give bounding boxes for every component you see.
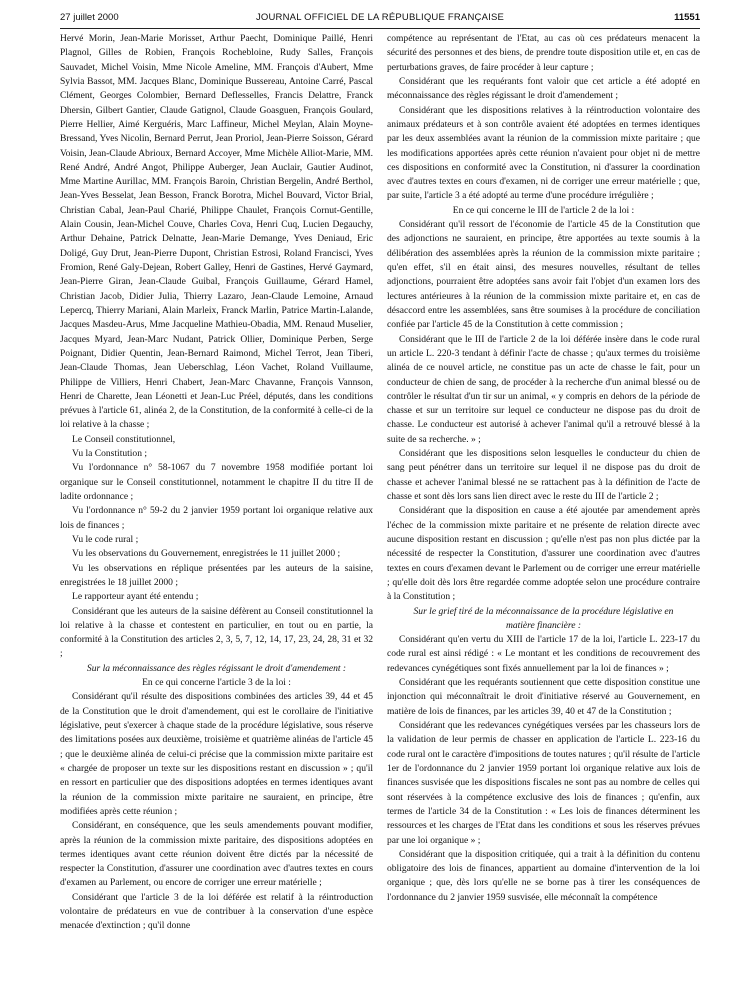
paragraph-vu-ordonnance-1959: Vu l'ordonnance n° 59-2 du 2 janvier 1959 portant loi organique relative aux lois de finances ; xyxy=(60,505,373,531)
paragraph-considerant: Considérant qu'en vertu du XIII de l'article 17 de la loi, l'article L. 223-17 du code rural est ainsi rédigé : « Le montant et les conditions de recouvrement des redevances cynégétiques sont fixés annuellement par la loi de finances » ; xyxy=(387,634,700,674)
page-header xyxy=(60,10,700,26)
header-page-number: 11551 xyxy=(674,12,700,23)
paragraph-considerant: Considérant que l'article 3 de la loi déférée est relatif à la réintroduction volontaire de prédateurs en vue de contribuer à la conservation d'une espèce menacée d'extinction ; qu'il donne xyxy=(60,891,373,932)
header-journal-title: JOURNAL OFFICIEL DE LA RÉPUBLIQUE FRANÇAISE xyxy=(255,12,505,23)
paragraph-considerant: Considérant, en conséquence, que les seuls amendements pouvant modifier, après la réunion de la commission mixte paritaire, des dispositions adoptées en termes identiques avant cette réunion doivent être dictés par la nécessité de respecter la Constitution, d'assurer une coordination avec d'autres textes en cours d'examen au Parlement, ou encore de corriger une erreur matérielle ; xyxy=(60,820,373,889)
paragraph-vu-observations-replique: Vu les observations en réplique présentées par les auteurs de la saisine, enregistrées le 18 juillet 2000 ; xyxy=(60,562,373,588)
paragraph-vu-code-rural: Vu le code rural ; xyxy=(72,533,139,545)
right-column xyxy=(387,32,700,982)
section-heading: Sur la méconnaissance des règles régissant le droit d'amendement : xyxy=(86,662,347,674)
paragraph-considerant: Considérant que les redevances cynégétiques versées par les chasseurs lors de la validation de leur permis de chasser en application de l'article L. 223-16 du code rural ont le caractère d'impositions de toutes natures ; qu'il résulte de l'article 1er de l'ordonnance du 2 janvier 1959 portant loi organique relative aux lois de finances susvisée que les dispositions fiscales ne sont pas au nombre de celles qui sont réservées à la compétence exclusive des lois de finances ; qu'enfin, aux termes de l'article 34 de la Constitution : « Les lois de finances déterminent les ressources et les charges de l'Etat dans les conditions et sous les réserves prévues par une loi organique » ; xyxy=(387,720,700,846)
paragraph-considerant: Considérant que les dispositions relatives à la réintroduction volontaire des animaux prédateurs et à son contrôle avaient été adoptées en termes identiques par les deux assemblées avant la réunion de la commission mixte paritaire ; que les modifications apportées après cette réunion n'avaient pour objet ni de mettre ces dispositions en conformité avec la Constitution, ni d'assurer la coordination avec d'autres textes en cours d'examen, ni de corriger une erreur matérielle ; que, par suite, l'article 3 a été adopté au terme d'une procédure irrégulière ; xyxy=(387,104,700,202)
paragraph-considerant: Considérant qu'il résulte des dispositions combinées des articles 39, 44 et 45 de la Constitution que le droit d'amendement, qui est le corollaire de l'initiative législative, peut s'exercer à chaque stade de la procédure législative, sous réserve des limitations posées aux deuxième, troisième et quatrième alinéas de l'article 45 ; que le deuxième alinéa de celui-ci précise que la commission mixte paritaire est « chargée de proposer un texte sur les dispositions restant en discussion » ; qu'il en ressort en particulier que des dispositions adoptées en termes identiques avant la réunion de la commission mixte paritaire ne sauraient, en principe, être modifiées après cette réunion ; xyxy=(60,691,373,817)
subsection-heading: En ce qui concerne le III de l'article 2 de la loi : xyxy=(452,204,635,216)
paragraph-considerant: Considérant que les requérants soutiennent que cette disposition constitue une injonction qui méconnaîtrait le droit d'initiative réservé au Gouvernement, en matière de lois de finances, par les articles 39, 40 et 47 de la Constitution ; xyxy=(387,677,700,717)
paragraph-vu-constitution: Vu la Constitution ; xyxy=(72,448,148,460)
paragraph-considerant: Considérant qu'il ressort de l'économie de l'article 45 de la Constitution que des adjonctions ne sauraient, en principe, être apportées au texte soumis à la délibération des assemblées après la réunion de la commission mixte paritaire ; qu'en effet, s'il en était ainsi, des mesures nouvelles, résultant de telles adjonctions, pourraient être adoptées sans avoir fait l'objet d'un examen lors des lectures antérieures à la réunion de la commission mixte paritaire et, en cas de désaccord entre les assemblées, sans être soumises à la procédure de conciliation confiée par l'article 45 de la Constitution à cette commission ; xyxy=(387,219,700,331)
paragraph-continuation: compétence au représentant de l'Etat, au cas où ces prédateurs menacent la sécurité des personnes et des biens, de prendre toute disposition utile et, en cas de perturbations graves, de faire procéder à leur capture ; xyxy=(387,33,700,73)
deputies-list: Hervé Morin, Jean-Marie Morisset, Arthur Paecht, Dominique Paillé, Henri Plagnol, Gilles de Robien, François Rochebloine, Rudy Salles, François Sauvadet, Michel Voisin, Mme Nicole Ameline, MM. François d'Aubert, Mme Sylvia Bassot, MM. Jacques Blanc, Dominique Bussereau, Antoine Carré, Pascal Clément, Georges Colombier, Bernard Deflesselles, Francis Delattre, Franck Dhersin, Gilbert Gantier, Claude Gatignol, Claude Goasguen, François Goulard, Pierre Hellier, Aimé Kerguéris, Marc Laffineur, Michel Meylan, Alain Moyne-Bressand, Yves Nicolin, Bernard Perrut, Jean Proriol, Jean-Pierre Soisson, Gérard Voisin, Jean-Claude Abrioux, Bernard Accoyer, Mme Michèle Alliot-Marie, MM. René André, André Angot, Philippe Auberger, Jean Auclair, Gautier Audinot, Mme Martine Aurillac, MM. François Baroin, Christian Bergelin, André Berthol, Jean-Yves Besselat, Jean Besson, Franck Borotra, Michel Bouvard, Victor Brial, Christian Cabal, Jean-Paul Charié, Philippe Chaulet, François Cornut-Gentille, Alain Cousin, Jean-Michel Couve, Charles Cova, Henri Cuq, Lucien Degauchy, Arthur Dehaine, Patrick Delnatte, Jean-Marie Demange, Yves Deniaud, Eric Doligé, Guy Drut, Jean-Pierre Dupont, Christian Estrosi, Roland Francisci, Yves Fromion, René Galy-Dejean, Robert Galley, Henri de Gastines, Hervé Gaymard, Jean-Pierre Giran, Jean-Claude Guibal, François Guillaume, Gérard Hamel, Christian Jacob, Didier Julia, Thierry Lazaro, Jean-Claude Lemoine, Arnaud Lepercq, Thierry Mariani, Alain Marleix, Franck Marlin, Patrice Martin-Lalande, Jacques Masdeu-Arus, Mme Jacqueline Mathieu-Obadia, MM. Renaud Muselier, Jacques Myard, Jean-Marc Nudant, Patrick Ollier, Dominique Perben, Serge Poignant, Didier Quentin, Jean-Bernard Raimond, Michel Terrot, Jean Tiberi, Jean-Claude Thomas, Jean Ueberschlag, Léon Vachet, Roland Vuillaume, Philippe de Villiers, Henri Chabert, Jean-Marc Chavanne, François Vannson, Henri de Charette, Jean Léonetti et Jean-Luc Préel, députés, dans les conditions prévues à l'article 61, alinéa 2, de la Constitution, de la conformité à celle-ci de la loi relative à la chasse ; xyxy=(60,33,373,431)
paragraph-rapporteur: Le rapporteur ayant été entendu ; xyxy=(72,591,199,603)
paragraph-vu-observations-gouvernement: Vu les observations du Gouvernement, enregistrées le 11 juillet 2000 ; xyxy=(72,548,341,560)
section-heading: Sur le grief tiré de la méconnaissance de la procédure législative en matière financière : xyxy=(413,605,674,631)
paragraph-considerant: Considérant que le III de l'article 2 de la loi déférée insère dans le code rural un article L. 220-3 tendant à définir l'acte de chasse ; qu'aux termes du troisième alinéa de ce nouvel article, ne constitue pas un acte de chasse le fait, pour un conducteur de chien de sang, de procéder à la recherche d'un animal blessé ou de contrôler le résultat d'un tir sur un animal, « y compris en dehors de la période de chasse et sur un territoire sur lequel ce conducteur ne dispose pas du droit de chasse. Le conducteur est autorisé à achever l'animal qu'il a retrouvé blessé à la suite de sa recherche. » ; xyxy=(387,333,700,445)
subsection-heading: En ce qui concerne l'article 3 de la loi : xyxy=(142,677,291,689)
paragraph-considerant: Considérant que les requérants font valoir que cet article a été adopté en méconnaissance des règles régissant le droit d'amendement ; xyxy=(387,75,700,102)
header-date: 27 juillet 2000 xyxy=(60,12,119,23)
left-column xyxy=(60,32,373,982)
paragraph-considerant: Considérant que les dispositions selon lesquelles le conducteur du chien de sang peut pénétrer dans un territoire sur lequel il ne dispose pas du droit de chasse et achever l'animal blessé ne se rattachent pas à la définition de l'acte de chasse et sont dès lors sans lien direct avec le reste du III de l'article 2 ; xyxy=(387,448,700,502)
paragraph-considerant: Considérant que la disposition critiquée, qui a trait à la définition du contenu obligatoire des lois de finances, appartient au domaine d'intervention de la loi organique ; que, dès lors qu'elle ne se borne pas à tirer les conséquences de l'ordonnance du 2 janvier 1959 susvisée, elle méconnaît la compétence xyxy=(387,848,700,903)
paragraph-vu-ordonnance-1958: Vu l'ordonnance n° 58-1067 du 7 novembre 1958 modifiée portant loi organique sur le Conseil constitutionnel, notamment le chapitre II du titre II de ladite ordonnance ; xyxy=(60,462,373,502)
header-rule xyxy=(60,28,700,29)
paragraph-conseil: Le Conseil constitutionnel, xyxy=(72,433,176,445)
paragraph-considerant: Considérant que la disposition en cause a été ajoutée par amendement après l'échec de la commission mixte paritaire et ne présente de relation directe avec aucune disposition restant en discussion ; qu'elle n'est pas non plus dictée par la nécessité de respecter la Constitution, d'assurer une coordination avec d'autres textes en cours d'examen devant le Parlement ou de corriger une erreur matérielle ; qu'elle doit dès lors être regardée comme adoptée selon une procédure contraire à la Constitution ; xyxy=(387,505,700,603)
paragraph-considerant: Considérant que les auteurs de la saisine défèrent au Conseil constitutionnel la loi relative à la chasse et contestent en particulier, en tout ou en partie, la conformité à la Constitution des articles 2, 3, 5, 7, 12, 14, 17, 23, 24, 28, 31 et 32 ; xyxy=(60,605,373,660)
